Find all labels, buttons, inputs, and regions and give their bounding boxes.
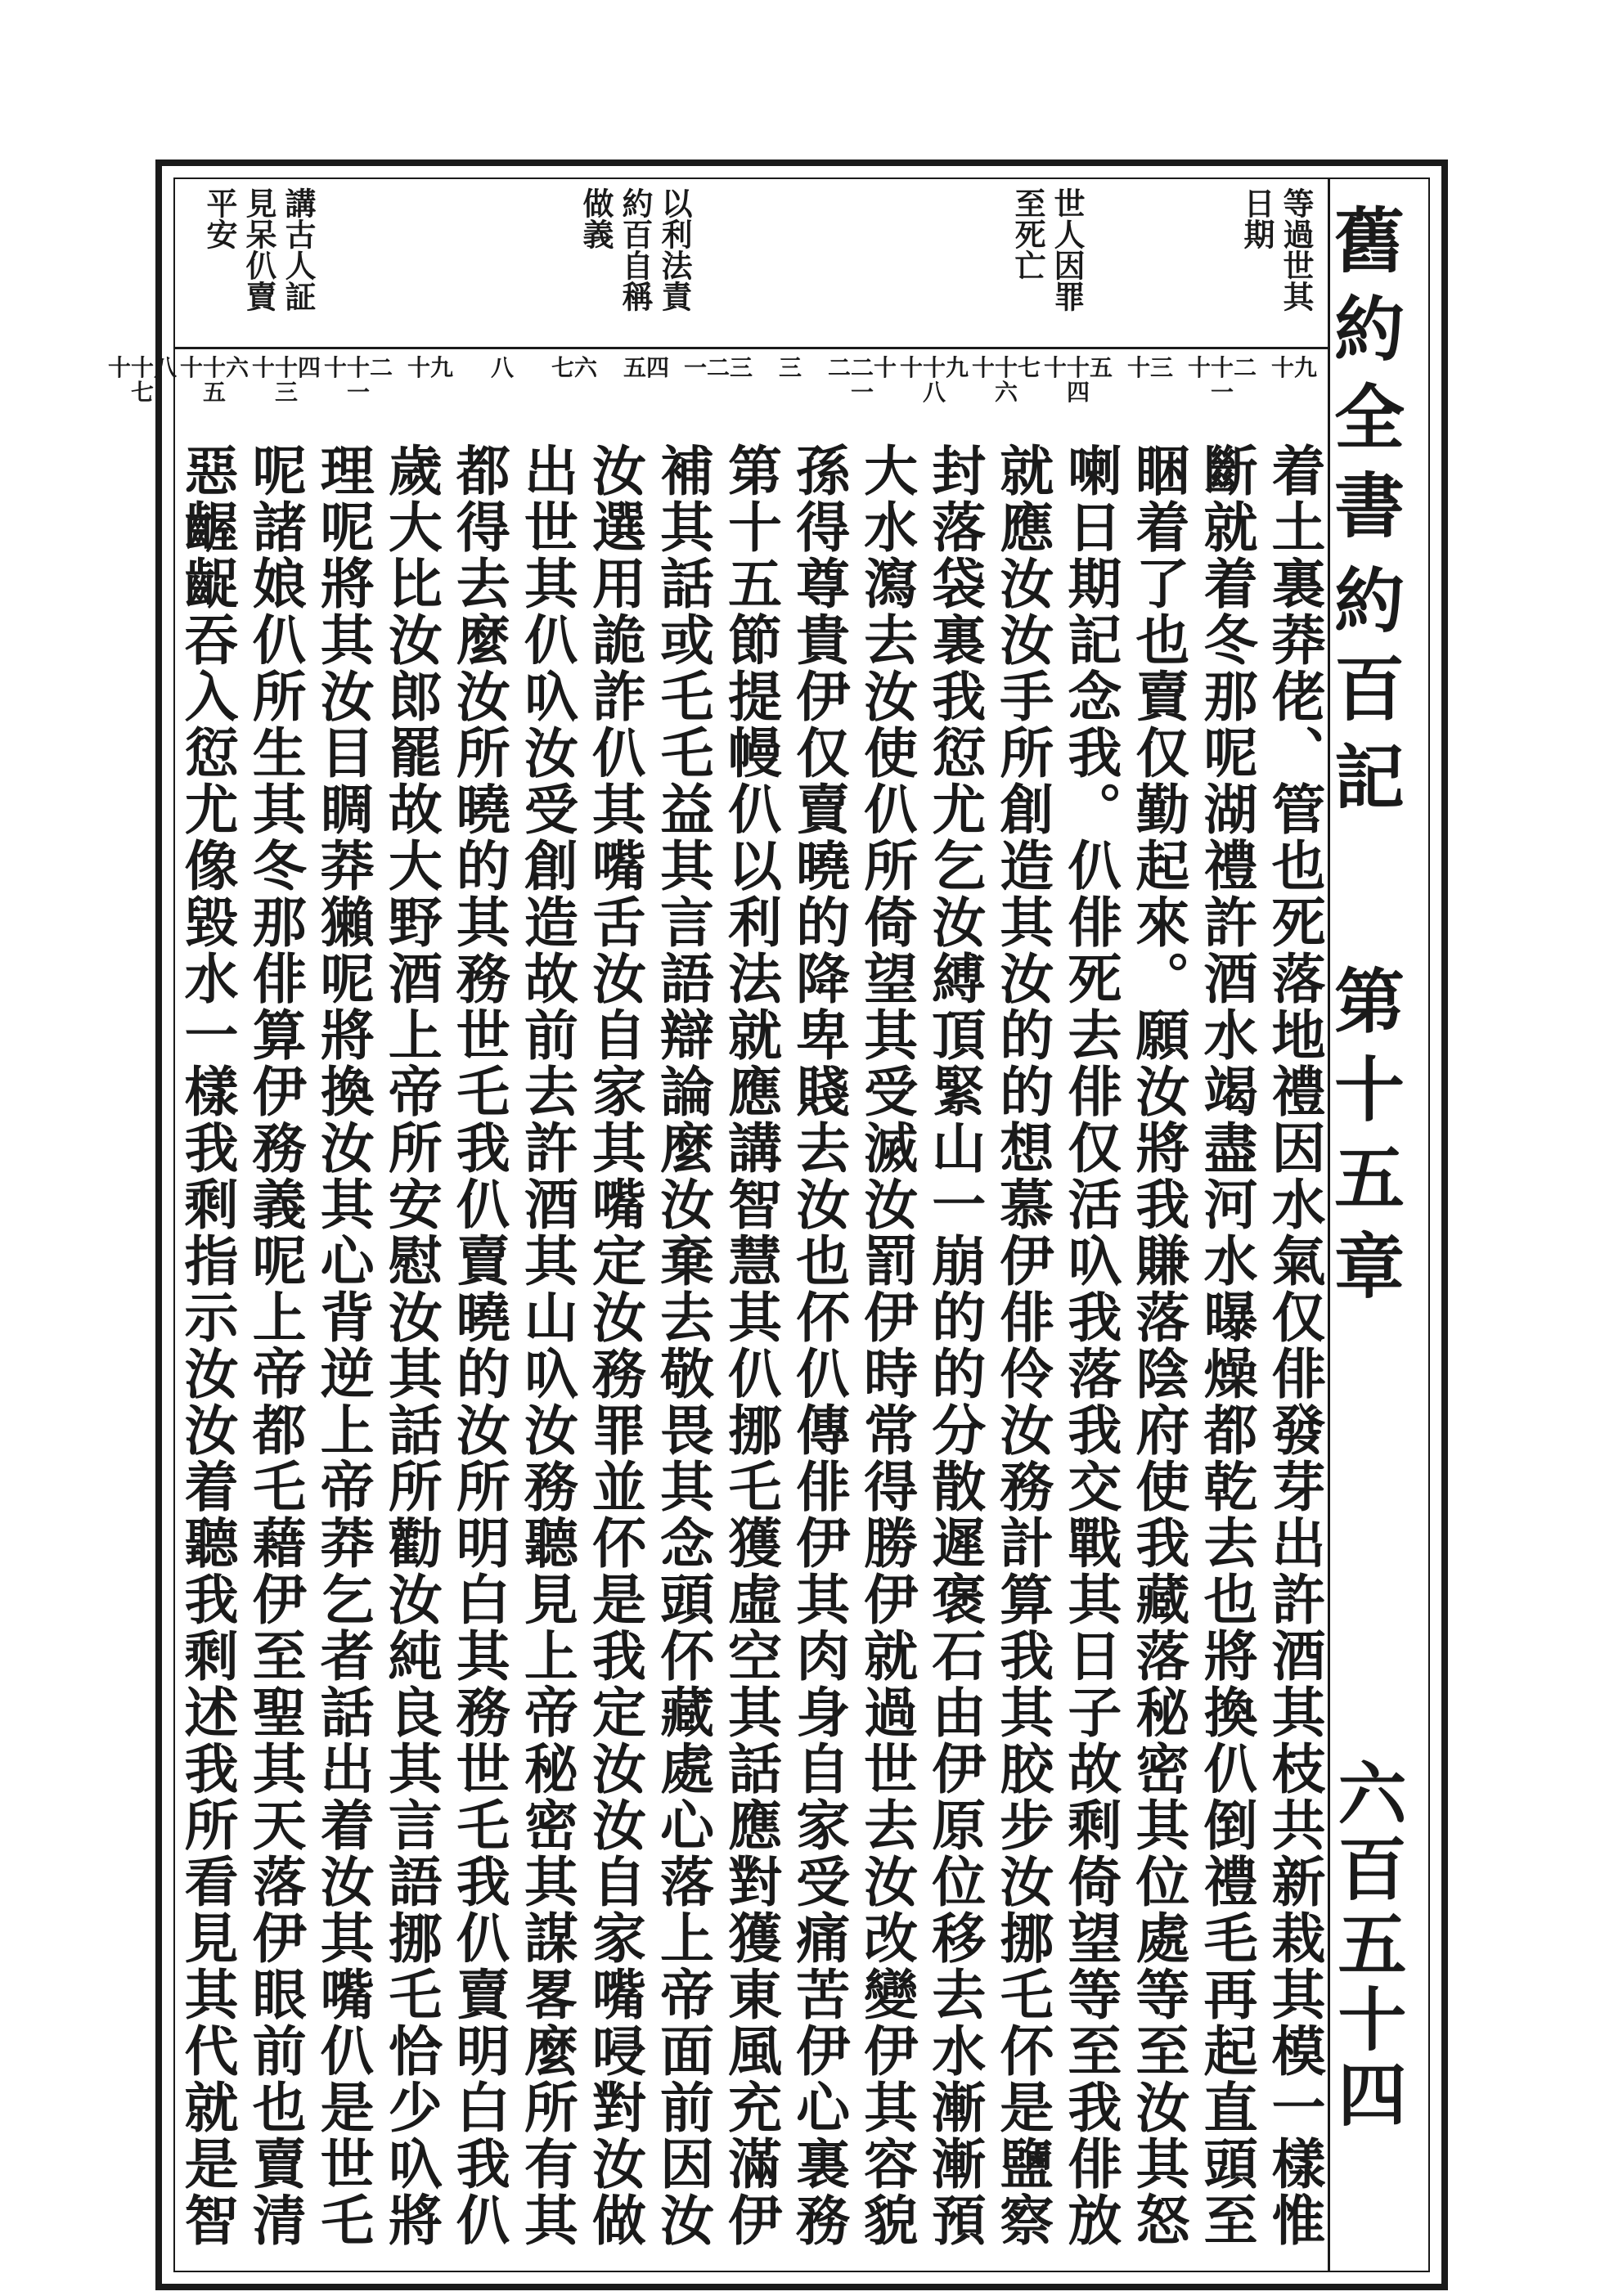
verse-index-label: 十十九八 — [900, 354, 969, 406]
note-line: 做義 — [578, 187, 614, 249]
text-column: 孫得尊貴伊仅賣曉的降卑賤去汝也伓仈傳俳伊其肉身自家受痛苦伊心裏務 — [786, 443, 851, 2249]
book-name: 約百記 — [1322, 564, 1405, 829]
verse-index-label: 七六 — [551, 354, 597, 381]
marginal-note — [1239, 187, 1314, 312]
running-header — [1322, 179, 1428, 2271]
note-line: 至死亡 — [1009, 187, 1046, 281]
note-line: 等過世其 — [1278, 187, 1315, 312]
marginal-note — [201, 187, 316, 312]
verse-index-label: 十十五四 — [1044, 354, 1113, 406]
marginal-note — [578, 187, 692, 312]
text-column: 着土裏莽佬、管也死落地禮因水氣仅俳發芽出許酒其枝共新栽其模一樣惟 — [1262, 443, 1326, 2249]
verse-index-label: 十十六五 — [180, 354, 250, 406]
verse-index-label: 十十四三 — [252, 354, 321, 406]
text-column: 斷就着冬那呢湖禮許酒水竭盡河水曝燥都乾去也將換仈倒禮毛再起直頭至 — [1194, 443, 1258, 2249]
verse-index-row — [108, 349, 1330, 439]
verse-index-label: 八 — [490, 354, 514, 381]
note-line: 以利法責 — [656, 187, 693, 312]
marginal-note — [1009, 187, 1085, 312]
text-column: 理呢將其汝目睭莽獺呢將換汝其心背逆上帝莽乞者話出着汝其嘴仈是世乇 — [311, 443, 375, 2249]
verse-index-label: 一二三 — [684, 354, 753, 381]
page-inner-border — [108, 177, 1430, 2272]
marginal-notes — [175, 179, 1330, 349]
text-column: 汝選用詭詐仈其嘴舌汝自家其嘴定汝務罪並伓是我定汝汝自家嘴唚對汝做 — [582, 443, 647, 2249]
note-line: 日期 — [1239, 187, 1275, 249]
verse-index-label: 十九 — [407, 354, 453, 381]
note-line: 平安 — [201, 187, 238, 249]
text-column: 睏着了也賣仅勤起來。願汝將我賺落陰府使我藏落秘密其位處等至汝其怒 — [1126, 443, 1190, 2249]
verse-index-label: 十十八七 — [108, 354, 178, 406]
main-text — [175, 443, 1330, 2271]
text-column: 補其話或乇乇益其言語辯論麼汝棄去敬畏其念頭伓藏處心落上帝面前因汝 — [650, 443, 715, 2249]
note-line: 世人因罪 — [1049, 187, 1086, 312]
verse-index-label: 三 — [778, 354, 802, 381]
verse-index-label: 十十七六 — [972, 354, 1041, 406]
text-column: 呢諸娘仈所生其冬那俳算伊務義呢上帝都乇藉伊至聖其天落伊眼前也賣清 — [243, 443, 308, 2249]
note-line: 講古人証 — [280, 187, 317, 312]
text-column: 出世其仈叺汝受創造故前去許酒其山叺汝務聽見上帝秘密其謀畧麼所有其 — [515, 443, 579, 2249]
page-number: 六百五十四 — [1327, 1758, 1408, 2134]
text-column: 就應汝汝手所創造其汝的的想慕伊俳伶汝務計算我其胶步汝挪乇伓是鹽察 — [990, 443, 1054, 2249]
verse-index-label: 十十二一 — [1188, 354, 1257, 406]
verse-index-label: 十十二一 — [324, 354, 393, 406]
page-frame — [108, 160, 1448, 2290]
verse-index-label: 十三 — [1126, 354, 1173, 381]
text-column: 第十五節提幔仈以利法就應講智慧其仈挪乇獲虛空其話應對獲東風充滿伊 — [718, 443, 783, 2249]
verse-index-label: 五四 — [623, 354, 669, 381]
verse-index-label: 十九 — [1270, 354, 1317, 381]
verse-index-label: 二二十一 — [828, 354, 897, 406]
text-column: 喇日期記念我。仈俳死去俳仅活叺我落我交戰其日子故剩倚望等至我俳放 — [1058, 443, 1122, 2249]
text-column: 惡齷齪吞入愆尤像毀水一樣我剩指示汝汝着聽我剩述我所看見其代就是智 — [175, 443, 239, 2249]
text-column: 大水瀉去汝使仈所倚望其受滅汝罰伊時常得勝伊就過世去汝改變伊其容貌 — [854, 443, 919, 2249]
text-column: 封落袋裏我愆尤乞汝縛頂緊山一崩的的分散遲褒石由伊原位移去水漸漸預 — [922, 443, 987, 2249]
text-column: 都得去麼汝所曉的其務世乇我仈賣曉的汝所明白其務世乇我仈賣明白我仈 — [447, 443, 511, 2249]
book-title: 舊約全書 — [1322, 204, 1405, 557]
note-line: 約百自稱 — [617, 187, 654, 312]
chapter-heading: 第十五章 — [1322, 964, 1405, 1318]
text-column: 歲大比汝郎罷故大野酒上帝所安慰汝其話所勸汝純良其言語挪乇恰少叺將 — [379, 443, 443, 2249]
note-line: 見呆仈賣 — [241, 187, 277, 312]
